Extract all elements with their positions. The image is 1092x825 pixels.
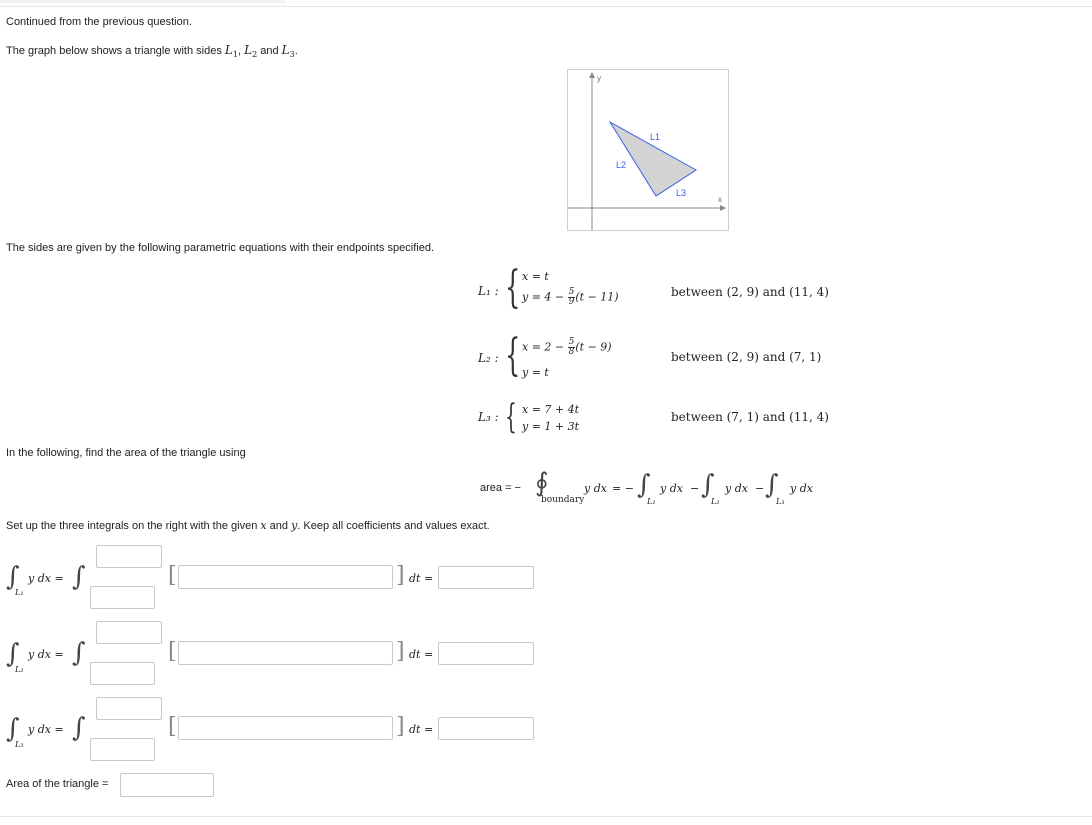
row3-lhs: y dx =: [28, 723, 64, 736]
eq2-between: between (2, 9) and (7, 1): [671, 350, 822, 364]
eq2-label: L₂ :: [478, 351, 499, 365]
area-sub-L3: L₃: [776, 497, 785, 506]
setup-y: y: [291, 519, 298, 532]
side2-symbol: L: [244, 43, 253, 57]
setup-suffix: . Keep all coefficients and values exact.: [297, 520, 490, 532]
x-axis-label: x: [718, 195, 722, 204]
row3-upper-limit-input[interactable]: [96, 697, 162, 720]
and-word: and: [257, 45, 282, 57]
row2-lower-limit-input[interactable]: [90, 662, 155, 685]
eq2-frac-num: 5: [568, 337, 575, 347]
eq1-line1: x = t: [522, 270, 549, 283]
eq3-brace: {: [505, 397, 517, 437]
eq2-frac-den: 8: [568, 347, 575, 357]
setup-prefix: Set up the three integrals on the right with the given: [6, 520, 261, 532]
integral-sign-L1: ∫: [637, 470, 651, 500]
row3-dt-input[interactable]: [438, 717, 534, 740]
side2-sub: 2: [252, 50, 258, 60]
area-eq-minus: = −: [612, 482, 634, 495]
row1-left-bracket: [: [168, 563, 177, 588]
eq3-line1: x = 7 + 4t: [522, 403, 580, 416]
row1-dt-label: dt =: [409, 572, 434, 585]
row2-rhs-integral-sign: ∫: [72, 638, 86, 668]
area-ydx-3: y dx: [790, 482, 813, 495]
eq1-frac-num: 5: [568, 287, 575, 297]
row1-rhs-integral-sign: ∫: [72, 562, 86, 592]
label-L3: L3: [676, 188, 687, 198]
contour-integral-sign: ∮: [535, 468, 549, 498]
continued-text: Continued from the previous question.: [6, 16, 192, 28]
eq2-brace: {: [505, 330, 521, 381]
side3-sub: 3: [289, 50, 295, 60]
side1-sub: 1: [232, 50, 238, 60]
row2-integrand-input[interactable]: [178, 641, 393, 665]
eq2-line1-suffix: (t − 9): [575, 340, 612, 354]
eq1-label: L₁ :: [478, 284, 499, 298]
y-axis-arrow: [589, 72, 595, 78]
bottom-divider: [0, 816, 1092, 817]
setup-and: and: [266, 520, 292, 532]
following-text: In the following, find the area of the triangle using: [6, 447, 246, 459]
row1-lhs: y dx =: [28, 572, 64, 585]
side3-symbol: L: [281, 43, 290, 57]
area-sub-L2: L₂: [711, 497, 720, 506]
area-ydx-1: y dx: [660, 482, 683, 495]
row3-sub: L₃: [15, 740, 24, 749]
row2-left-bracket: [: [168, 639, 177, 664]
triangle-graph-svg: [568, 70, 728, 230]
integral-sign-L2: ∫: [701, 470, 715, 500]
row3-integral-sign: ∫: [6, 714, 20, 744]
row2-right-bracket: ]: [396, 639, 405, 664]
top-tab-strip: [0, 0, 285, 3]
eq2-line1-prefix: x = 2 −: [522, 340, 568, 354]
label-L2: L2: [616, 160, 627, 170]
eq3-line2: y = 1 + 3t: [522, 420, 580, 433]
row2-upper-limit-input[interactable]: [96, 621, 162, 644]
eq1-frac-den: 9: [568, 297, 575, 307]
row2-integral-sign: ∫: [6, 639, 20, 669]
row3-left-bracket: [: [168, 714, 177, 739]
triangle-graph: [567, 69, 729, 231]
integral-sign-L3: ∫: [765, 470, 779, 500]
eq3-label: L₃ :: [478, 410, 499, 424]
eq1-between: between (2, 9) and (11, 4): [671, 285, 829, 299]
row3-integrand-input[interactable]: [178, 716, 393, 740]
graph-intro-text: The graph below shows a triangle with sides $L_1$, $L_2$ and $L_3$.: [6, 43, 298, 60]
top-divider: [0, 6, 1092, 7]
label-L1: L1: [650, 132, 661, 142]
eq1-line2: [522, 288, 619, 307]
area-ydx-2: y dx: [725, 482, 748, 495]
row2-sub: L₂: [15, 665, 24, 674]
row1-integrand-input[interactable]: [178, 565, 393, 589]
row1-dt-input[interactable]: [438, 566, 534, 589]
row1-upper-limit-input[interactable]: [96, 545, 162, 568]
row3-rhs-integral-sign: ∫: [72, 713, 86, 743]
row1-right-bracket: ]: [396, 563, 405, 588]
area-sub-L1: L₁: [647, 497, 656, 506]
eq3-between: between (7, 1) and (11, 4): [671, 410, 829, 424]
side1-symbol: L: [224, 43, 233, 57]
setup-text: [6, 519, 490, 532]
area-minus-2: −: [755, 482, 765, 495]
row3-right-bracket: ]: [396, 714, 405, 739]
area-answer-label: Area of the triangle =: [6, 778, 109, 790]
row1-integral-sign: ∫: [6, 562, 20, 592]
row3-lower-limit-input[interactable]: [90, 738, 155, 761]
graph-intro-prefix: The graph below shows a triangle with sides: [6, 45, 225, 57]
row2-dt-input[interactable]: [438, 642, 534, 665]
x-axis-arrow: [720, 205, 726, 211]
eq1-line2-suffix: (t − 11): [575, 290, 619, 304]
eq2-line2: y = t: [522, 366, 549, 379]
eq1-line2-prefix: y = 4 −: [522, 290, 568, 304]
area-label: area = −: [480, 482, 521, 494]
row1-sub: L₁: [15, 588, 24, 597]
area-answer-input[interactable]: [120, 773, 214, 797]
area-minus-1: −: [690, 482, 700, 495]
row2-lhs: y dx =: [28, 648, 64, 661]
setup-x: x: [260, 519, 267, 532]
area-ydx-0: y dx: [584, 482, 607, 495]
row2-dt-label: dt =: [409, 648, 434, 661]
eq2-line1: [522, 338, 612, 357]
row1-lower-limit-input[interactable]: [90, 586, 155, 609]
eq1-brace: {: [505, 262, 521, 313]
sides-intro-text: The sides are given by the following parametric equations with their endpoints specified.: [6, 242, 435, 254]
y-axis-label: y: [597, 74, 601, 83]
row3-dt-label: dt =: [409, 723, 434, 736]
boundary-sub: boundary: [541, 495, 585, 505]
